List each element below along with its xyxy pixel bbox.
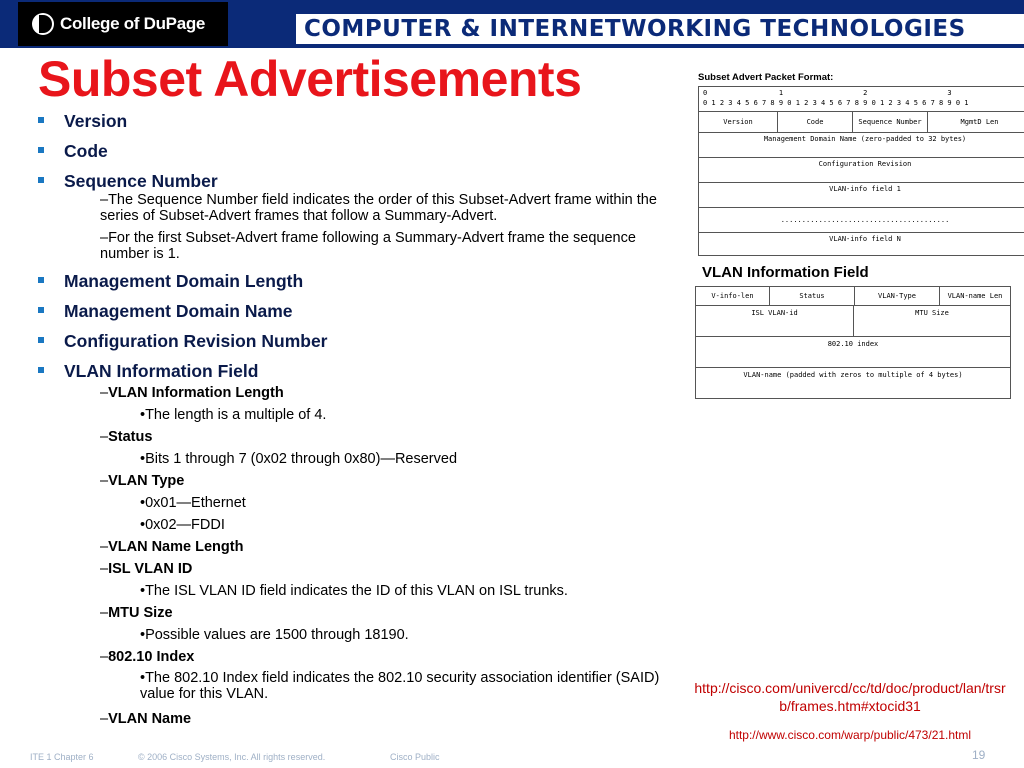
bullet-square-icon (38, 177, 44, 183)
vlan-cell: MTU Size (915, 309, 949, 317)
sequence-note-1: –The Sequence Number field indicates the order of this Subset-Advert frame within the series of Subset-Advert frames that follow a Summary-Advert. (100, 192, 657, 224)
bit-ruler: 0 1 2 3 0 1 2 3 4 5 6 7 8 9 0 1 2 3 4 5 6 7 8 9 0 1 2 3 4 5 6 7 8 9 0 1 (699, 87, 1024, 112)
vlan-row (696, 337, 1010, 368)
vlan-item-info-length: –VLAN Information Length (100, 385, 284, 401)
bullet-label: VLAN Information Field (64, 361, 259, 381)
vlan-detail: •The 802.10 Index field indicates the 802.10 security association identifier (SAID) value for this VLAN. (140, 670, 660, 702)
bullet-label: Configuration Revision Number (64, 331, 328, 351)
bullet-vlan-info-field (38, 360, 688, 384)
packet-row (699, 112, 1024, 133)
bullet-label: Management Domain Length (64, 271, 304, 291)
vlan-cell: VLAN-name Len (947, 292, 1003, 300)
bullet-square-icon (38, 307, 44, 313)
bullet-label: Sequence Number (64, 171, 218, 191)
vlan-item-type: –VLAN Type (100, 473, 185, 489)
packet-cell: MgmtD Len (960, 118, 999, 126)
bullet-sequence-number (38, 170, 688, 192)
bullet-label: Code (64, 141, 108, 161)
college-logo-icon (32, 13, 54, 35)
packet-cell: Code (778, 112, 853, 132)
packet-cell: ........................................ (780, 216, 950, 224)
vlan-detail: •0x02—FDDI (140, 517, 225, 533)
bullet-square-icon (38, 277, 44, 283)
vlan-item-status: –Status (100, 429, 153, 445)
packet-row (699, 183, 1024, 208)
vlan-item-mtu-size: –MTU Size (100, 605, 173, 621)
program-banner (296, 14, 1024, 44)
bullet-code (38, 140, 688, 170)
packet-cell: Management Domain Name (zero-padded to 32 bytes) (763, 135, 967, 143)
bullet-label: Version (64, 111, 128, 131)
slide-title: Subset Advertisements (38, 51, 582, 107)
vlan-cell: ISL VLAN-id (696, 306, 854, 336)
page-number: 19 (972, 748, 986, 762)
vlan-cell: VLAN-name (padded with zeros to multiple of 4 bytes) (743, 371, 963, 379)
packet-format-title: Subset Advert Packet Format: (698, 72, 834, 83)
packet-cell: Sequence Number (853, 112, 928, 132)
footer-chapter: ITE 1 Chapter 6 (30, 752, 94, 762)
packet-row (699, 233, 1024, 255)
vlan-field-title: VLAN Information Field (702, 264, 869, 281)
vlan-cell: V-info-len (696, 287, 770, 305)
bullet-mgmt-domain-length (38, 270, 688, 300)
packet-cell: Configuration Revision (818, 160, 912, 168)
vlan-field-table (695, 286, 1011, 399)
vlan-row (696, 306, 1010, 337)
vlan-item-name-length: –VLAN Name Length (100, 539, 244, 555)
college-logo-text: College of DuPage (60, 14, 206, 33)
bullet-square-icon (38, 337, 44, 343)
cisco-frames-link[interactable]: http://cisco.com/univercd/cc/td/doc/product/lan/trsrb/frames.htm#xtocid31 (694, 680, 1006, 714)
vlan-item-802-10-index: –802.10 Index (100, 649, 195, 665)
vlan-row (696, 368, 1010, 398)
bullet-label: Management Domain Name (64, 301, 293, 321)
vlan-detail: •Bits 1 through 7 (0x02 through 0x80)—Reserved (140, 451, 458, 467)
vlan-cell: VLAN-Type (855, 287, 940, 305)
vlan-cell: Status (770, 287, 855, 305)
packet-cell: VLAN-info field N (829, 235, 901, 243)
bullet-square-icon (38, 147, 44, 153)
bullet-config-revision (38, 330, 688, 360)
vlan-item-vlan-name: –VLAN Name (100, 711, 192, 727)
vlan-row (696, 287, 1010, 306)
bullet-version (38, 110, 688, 140)
vlan-detail: •Possible values are 1500 through 18190. (140, 627, 409, 643)
cisco-warp-link[interactable]: http://www.cisco.com/warp/public/473/21.html (728, 728, 972, 742)
packet-cell: Version (699, 112, 778, 132)
packet-row (699, 158, 1024, 183)
vlan-detail: •The ISL VLAN ID field indicates the ID of this VLAN on ISL trunks. (140, 583, 568, 599)
packet-cell: VLAN-info field 1 (829, 185, 901, 193)
bullet-square-icon (38, 117, 44, 123)
vlan-cell: 802.10 index (827, 340, 879, 348)
vlan-detail: •The length is a multiple of 4. (140, 407, 327, 423)
vlan-item-isl-vlan-id: –ISL VLAN ID (100, 561, 193, 577)
bullet-square-icon (38, 367, 44, 373)
vlan-detail: •0x01—Ethernet (140, 495, 246, 511)
packet-row (699, 208, 1024, 233)
footer-classification: Cisco Public (390, 752, 440, 762)
college-logo[interactable] (18, 2, 228, 46)
footer-copyright: © 2006 Cisco Systems, Inc. All rights reserved. (138, 752, 326, 762)
packet-format-table (698, 86, 1024, 256)
bullet-mgmt-domain-name (38, 300, 688, 330)
packet-row (699, 133, 1024, 158)
program-banner-text: COMPUTER & INTERNETWORKING TECHNOLOGIES (304, 16, 966, 42)
sequence-note-2: –For the first Subset-Advert frame following a Summary-Advert frame the sequence number is 1. (100, 230, 636, 262)
bullet-list (38, 110, 688, 732)
